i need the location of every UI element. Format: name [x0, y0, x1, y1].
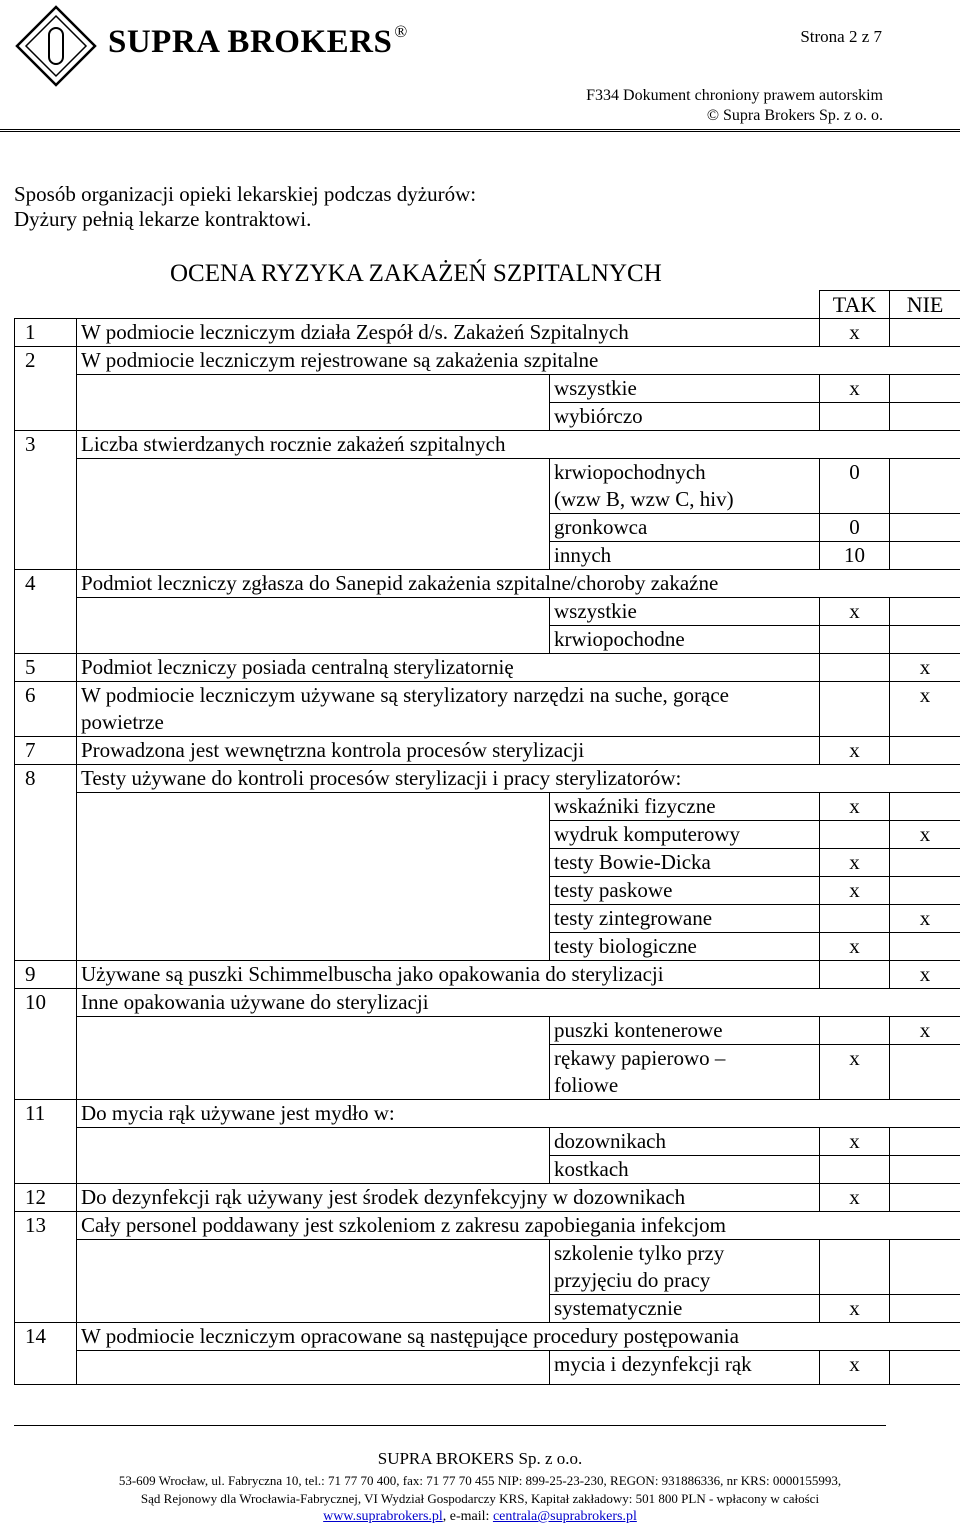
subrow-label: szkolenie tylko przy przyjęciu do pracy — [550, 1240, 820, 1295]
tak-mark — [820, 1156, 890, 1184]
tak-mark: x — [820, 933, 890, 961]
subrow-label: wybiórczo — [550, 403, 820, 431]
subrow-label: krwiopochodne — [550, 626, 820, 654]
tak-mark — [820, 1017, 890, 1045]
table-row — [15, 682, 960, 737]
empty-cell — [77, 793, 550, 961]
footer-address: 53-609 Wrocław, ul. Fabryczna 10, tel.: 71 77 70 400, fax: 71 77 70 455 NIP: 899-25-23-230, REGON: 931886336, nr KRS: 0000155993, — [118, 1473, 842, 1488]
table-subrow — [15, 375, 960, 403]
row-question: Testy używane do kontroli procesów sterylizacji i pracy sterylizatorów: — [77, 765, 960, 793]
risk-assessment-table — [14, 290, 960, 1385]
column-header-nie: NIE — [890, 291, 960, 319]
empty-cell — [77, 1351, 550, 1385]
email-label: , e-mail: — [442, 1509, 493, 1524]
footer-divider — [14, 1425, 886, 1426]
row-number: 9 — [15, 961, 77, 989]
tak-mark — [820, 905, 890, 933]
nie-mark — [890, 1045, 960, 1100]
nie-mark — [890, 793, 960, 821]
count-value: 0 — [820, 514, 890, 542]
row-number: 11 — [15, 1100, 77, 1128]
nie-mark: x — [890, 682, 960, 737]
supra-brokers-logo — [14, 4, 98, 88]
nie-mark — [890, 1240, 960, 1295]
table-row — [15, 961, 960, 989]
row-question: Podmiot leczniczy zgłasza do Sanepid zakażenia szpitalne/choroby zakaźne — [77, 570, 960, 598]
table-row — [15, 431, 960, 459]
subrow-label: systematycznie — [550, 1295, 820, 1323]
nie-mark: x — [890, 905, 960, 933]
intro-question: Sposób organizacji opieki lekarskiej podczas dyżurów: — [14, 182, 477, 206]
subrow-label: krwiopochodnych (wzw B, wzw C, hiv) — [550, 459, 820, 514]
row-question: Podmiot leczniczy posiada centralną sterylizatornię — [77, 654, 820, 682]
tak-mark: x — [820, 877, 890, 905]
table-row — [15, 1184, 960, 1212]
tak-mark — [820, 1240, 890, 1295]
row-number: 14 — [15, 1323, 77, 1351]
subrow-label: wszystkie — [550, 375, 820, 403]
tak-mark: x — [820, 1351, 890, 1385]
table-row — [15, 1323, 960, 1351]
nie-mark — [890, 1295, 960, 1323]
row-question: Prowadzona jest wewnętrzna kontrola procesów sterylizacji — [77, 737, 820, 765]
table-subrow — [15, 598, 960, 626]
row-number: 13 — [15, 1212, 77, 1240]
footer-contact — [0, 1509, 960, 1525]
tak-mark — [820, 626, 890, 654]
row-question: W podmiocie leczniczym rejestrowane są zakażenia szpitalne — [77, 347, 960, 375]
tak-mark: x — [820, 849, 890, 877]
subrow-label: wskaźniki fizyczne — [550, 793, 820, 821]
table-subrow — [15, 1240, 960, 1295]
empty-cell — [77, 459, 550, 570]
subrow-label: mycia i dezynfekcji rąk — [550, 1351, 820, 1385]
subrow-label: puszki kontenerowe — [550, 1017, 820, 1045]
nie-mark — [890, 1128, 960, 1156]
table-subrow — [15, 459, 960, 514]
intro-answer: Dyżury pełnią lekarze kontraktowi. — [14, 207, 312, 231]
empty-cell — [77, 1128, 550, 1184]
tak-mark: x — [820, 598, 890, 626]
brand-name: SUPRA BROKERS ® — [108, 22, 408, 60]
nie-mark — [890, 598, 960, 626]
row-question: W podmiocie leczniczym używane są sterylizatory narzędzi na suche, gorące powietrze — [77, 682, 820, 737]
subrow-label: wydruk komputerowy — [550, 821, 820, 849]
tak-mark: x — [820, 319, 890, 347]
row-number: 4 — [15, 570, 77, 598]
row-number: 10 — [15, 989, 77, 1017]
row-question: Inne opakowania używane do sterylizacji — [77, 989, 960, 1017]
row-question: Do mycia rąk używane jest mydło w: — [77, 1100, 960, 1128]
page-number: Strona 2 z 7 — [800, 27, 882, 46]
subrow-label: testy Bowie-Dicka — [550, 849, 820, 877]
table-row — [15, 737, 960, 765]
table-row — [15, 654, 960, 682]
empty-cell — [77, 375, 550, 431]
footer-company: SUPRA BROKERS Sp. z o.o. — [377, 1449, 583, 1468]
count-value: 0 — [820, 459, 890, 514]
row-question: W podmiocie leczniczym działa Zespół d/s. Zakażeń Szpitalnych — [77, 319, 820, 347]
tak-mark: x — [820, 793, 890, 821]
nie-mark — [890, 1351, 960, 1385]
row-question: W podmiocie leczniczym opracowane są następujące procedury postępowania — [77, 1323, 960, 1351]
table-header-row — [15, 291, 960, 319]
subrow-label: wszystkie — [550, 598, 820, 626]
footer-court-info: Sąd Rejonowy dla Wrocławia-Fabrycznej, VI Wydział Gospodarczy KRS, Kapitał zakładowy: 501 800 PLN - wpłacony w całości — [140, 1491, 820, 1506]
website-link[interactable]: www.suprabrokers.pl — [323, 1509, 443, 1524]
row-number: 8 — [15, 765, 77, 793]
header-divider — [0, 129, 960, 132]
table-subrow — [15, 1351, 960, 1385]
tak-mark: x — [820, 1128, 890, 1156]
table-subrow — [15, 793, 960, 821]
registered-mark: ® — [394, 22, 408, 41]
tak-mark: x — [820, 1295, 890, 1323]
row-question: Liczba stwierdzanych rocznie zakażeń szpitalnych — [77, 431, 960, 459]
empty-cell — [77, 598, 550, 654]
tak-mark — [820, 821, 890, 849]
nie-mark — [890, 375, 960, 403]
tak-mark — [820, 654, 890, 682]
table-row — [15, 989, 960, 1017]
nie-mark: x — [890, 1017, 960, 1045]
row-number: 5 — [15, 654, 77, 682]
table-subrow — [15, 1128, 960, 1156]
row-number: 12 — [15, 1184, 77, 1212]
tak-mark: x — [820, 1184, 890, 1212]
tak-mark — [820, 682, 890, 737]
row-number: 2 — [15, 347, 77, 375]
subrow-label: testy paskowe — [550, 877, 820, 905]
table-row — [15, 347, 960, 375]
subrow-label: innych — [550, 542, 820, 570]
empty-cell — [890, 542, 960, 570]
nie-mark — [890, 626, 960, 654]
empty-cell — [890, 459, 960, 514]
tak-mark — [820, 961, 890, 989]
subrow-label: gronkowca — [550, 514, 820, 542]
table-row — [15, 1100, 960, 1128]
subrow-label: testy zintegrowane — [550, 905, 820, 933]
tak-mark: x — [820, 375, 890, 403]
column-header-tak: TAK — [820, 291, 890, 319]
nie-mark: x — [890, 821, 960, 849]
nie-mark — [890, 737, 960, 765]
row-number: 7 — [15, 737, 77, 765]
table-row — [15, 765, 960, 793]
tak-mark — [820, 403, 890, 431]
nie-mark — [890, 1184, 960, 1212]
tak-mark: x — [820, 1045, 890, 1100]
table-row — [15, 570, 960, 598]
copyright-note: F334 Dokument chroniony prawem autorskim — [586, 87, 883, 104]
subrow-label: kostkach — [550, 1156, 820, 1184]
nie-mark — [890, 319, 960, 347]
row-number: 1 — [15, 319, 77, 347]
subrow-label: rękawy papierowo – foliowe — [550, 1045, 820, 1100]
nie-mark — [890, 403, 960, 431]
empty-cell — [77, 1017, 550, 1100]
table-subrow — [15, 1017, 960, 1045]
count-value: 10 — [820, 542, 890, 570]
empty-cell — [77, 1240, 550, 1323]
row-number: 6 — [15, 682, 77, 737]
nie-mark — [890, 1156, 960, 1184]
row-question: Cały personel poddawany jest szkoleniom z zakresu zapobiegania infekcjom — [77, 1212, 960, 1240]
tak-mark: x — [820, 737, 890, 765]
table-row — [15, 1212, 960, 1240]
email-link[interactable]: centrala@suprabrokers.pl — [492, 1509, 637, 1524]
row-question: Do dezynfekcji rąk używany jest środek dezynfekcyjny w dozownikach — [77, 1184, 820, 1212]
row-question: Używane są puszki Schimmelbuscha jako opakowania do sterylizacji — [77, 961, 820, 989]
row-number: 3 — [15, 431, 77, 459]
empty-cell — [890, 514, 960, 542]
nie-mark: x — [890, 654, 960, 682]
page-title: OCENA RYZYKA ZAKAŻEŃ SZPITALNYCH — [170, 260, 662, 287]
nie-mark: x — [890, 961, 960, 989]
nie-mark — [890, 933, 960, 961]
nie-mark — [890, 877, 960, 905]
nie-mark — [890, 849, 960, 877]
copyright-owner: © Supra Brokers Sp. z o. o. — [706, 107, 883, 124]
table-row — [15, 319, 960, 347]
subrow-label: testy biologiczne — [550, 933, 820, 961]
subrow-label: dozownikach — [550, 1128, 820, 1156]
